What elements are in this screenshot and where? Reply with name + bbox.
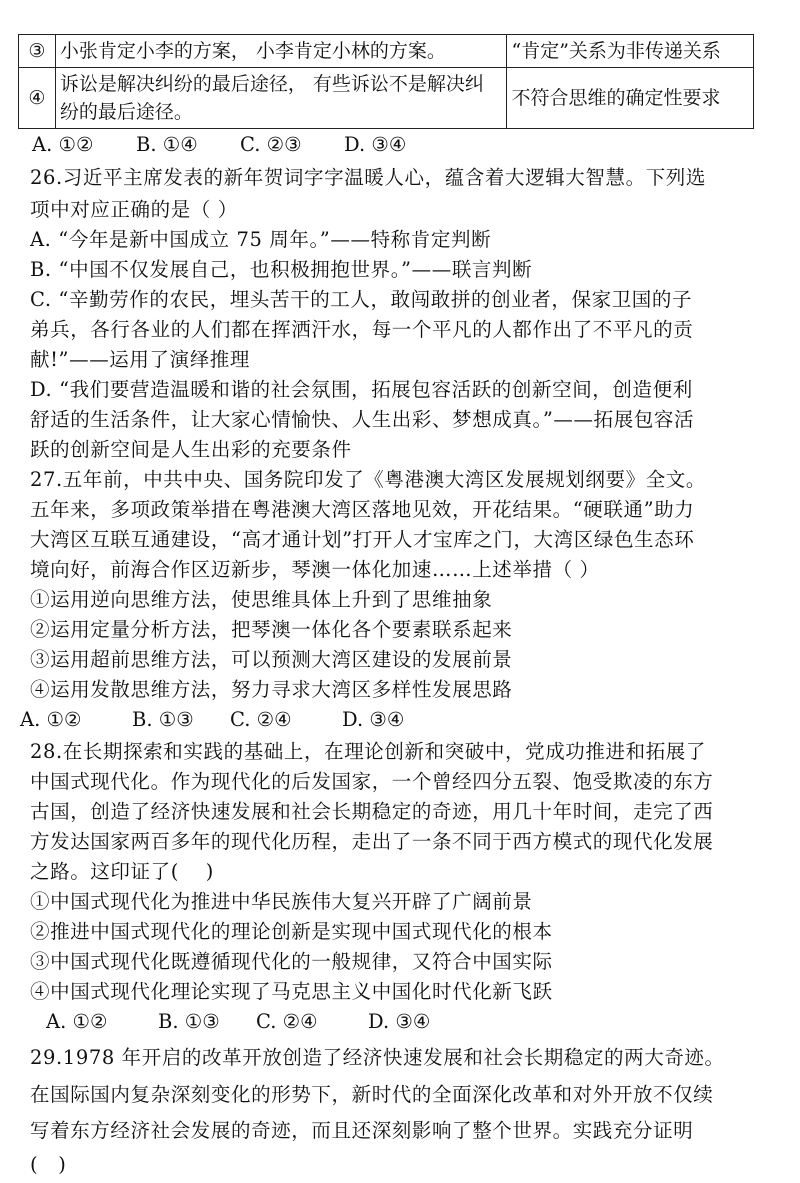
- q27-item: ②运用定量分析方法，把琴澳一体化各个要素联系起来: [30, 618, 513, 641]
- q29-stem-line: 在国际国内复杂深刻变化的形势下，新时代的全面深化改革和对外开放不仅续: [30, 1083, 714, 1106]
- choice-d[interactable]: D. ③④: [344, 133, 407, 156]
- q26-option-d-cont: 跃的创新空间是人生出彩的充要条件: [30, 438, 352, 461]
- q26-option-d[interactable]: D. “我们要营造温暖和谐的社会氛围，拓展包容活跃的创新空间，创造便利: [30, 378, 693, 401]
- row-description: 诉讼是解决纠纷的最后途径， 有些诉讼不是解决纠纷的最后途径。: [55, 68, 507, 129]
- q27-item: ④运用发散思维方法，努力寻求大湾区多样性发展思路: [30, 678, 513, 701]
- choice-c[interactable]: C. ②③: [240, 133, 302, 156]
- q28-stem-line: 之路。这印证了( ): [30, 860, 215, 883]
- q26-option-b[interactable]: B. “中国不仅发展自己，也积极拥抱世界。”——联言判断: [30, 258, 533, 281]
- q28-item: ①中国式现代化为推进中华民族伟大复兴开辟了广阔前景: [30, 890, 533, 913]
- q26-option-c[interactable]: C. “辛勤劳作的农民，埋头苦干的工人，敢闯敢拼的创业者，保家卫国的子: [30, 288, 693, 311]
- choice-a[interactable]: A. ①②: [32, 133, 94, 156]
- q29-stem-line: 29.1978 年开启的改革开放创造了经济快速发展和社会长期稳定的两大奇迹。: [30, 1046, 725, 1069]
- choice-d[interactable]: D. ③④: [368, 1010, 431, 1033]
- q27-item: ③运用超前思维方法，可以预测大湾区建设的发展前景: [30, 648, 513, 671]
- choice-a[interactable]: A. ①②: [20, 708, 82, 731]
- row-number: ③: [19, 35, 56, 68]
- q29-answer-blank: ( ): [30, 1153, 67, 1176]
- choice-b[interactable]: B. ①④: [136, 133, 198, 156]
- choice-c[interactable]: C. ②④: [230, 708, 292, 731]
- row-number: ④: [19, 68, 56, 129]
- choice-b[interactable]: B. ①③: [132, 708, 194, 731]
- q28-stem-line: 28.在长期探索和实践的基础上，在理论创新和突破中，党成功推进和拓展了: [30, 740, 707, 763]
- q28-stem-line: 方发达国家两百多年的现代化历程，走出了一条不同于西方模式的现代化发展: [30, 830, 714, 853]
- q27-item: ①运用逆向思维方法，使思维具体上升到了思维抽象: [30, 588, 493, 611]
- choice-a[interactable]: A. ①②: [46, 1010, 108, 1033]
- q26-stem-line: 26.习近平主席发表的新年贺词字字温暖人心，蕴含着大逻辑大智慧。下列选: [30, 166, 707, 189]
- q28-choices: [46, 1007, 430, 1037]
- q27-stem-line: 27.五年前，中共中央、国务院印发了《粤港澳大湾区发展规划纲要》全文。: [30, 468, 707, 491]
- row-judgment: 不符合思维的确定性要求: [507, 68, 754, 129]
- table-row: [19, 68, 754, 129]
- row-judgment: “肯定”关系为非传递关系: [507, 35, 754, 68]
- q26-option-a[interactable]: A. “今年是新中国成立 75 周年。”——特称肯定判断: [30, 228, 492, 251]
- q28-item: ③中国式现代化既遵循现代化的一般规律，又符合中国实际: [30, 950, 553, 973]
- q26-option-c-cont: 弟兵，各行各业的人们都在挥洒汗水，每一个平凡的人都作出了不平凡的贡: [30, 318, 694, 341]
- q28-item: ④中国式现代化理论实现了马克思主义中国化时代化新飞跃: [30, 980, 553, 1003]
- table-row: [19, 35, 754, 68]
- q27-stem-line: 境向好，前海合作区迈新步，琴澳一体化加速……上述举措（ ）: [30, 558, 600, 581]
- row-description: 小张肯定小李的方案， 小李肯定小林的方案。: [55, 35, 507, 68]
- q26-option-c-cont: 献!”——运用了演绎推理: [30, 348, 251, 371]
- q26-option-d-cont: 舒适的生活条件，让大家心情愉快、人生出彩、梦想成真。”——拓展包容活: [30, 408, 695, 431]
- q28-stem-line: 古国，创造了经济快速发展和社会长期稳定的奇迹，用几十年时间，走完了西: [30, 800, 714, 823]
- choice-b[interactable]: B. ①③: [158, 1010, 220, 1033]
- q25-choices: [32, 130, 406, 160]
- q29-stem-line: 写着东方经济社会发展的奇迹，而且还深刻影响了整个世界。实践充分证明: [30, 1119, 694, 1142]
- q27-stem-line: 五年来，多项政策举措在粤港澳大湾区落地见效，开花结果。“硬联通”助力: [30, 498, 695, 521]
- q28-stem-line: 中国式现代化。作为现代化的后发国家，一个曾经四分五裂、饱受欺凌的东方: [30, 770, 714, 793]
- options-table: [18, 34, 754, 129]
- q27-stem-line: 大湾区互联互通建设，“高才通计划”打开人才宝库之门，大湾区绿色生态环: [30, 528, 695, 551]
- q26-stem-line: 项中对应正确的是（ ）: [30, 198, 238, 221]
- choice-d[interactable]: D. ③④: [342, 708, 405, 731]
- choice-c[interactable]: C. ②④: [256, 1010, 318, 1033]
- q27-choices: [20, 705, 404, 735]
- q28-item: ②推进中国式现代化的理论创新是实现中国式现代化的根本: [30, 920, 553, 943]
